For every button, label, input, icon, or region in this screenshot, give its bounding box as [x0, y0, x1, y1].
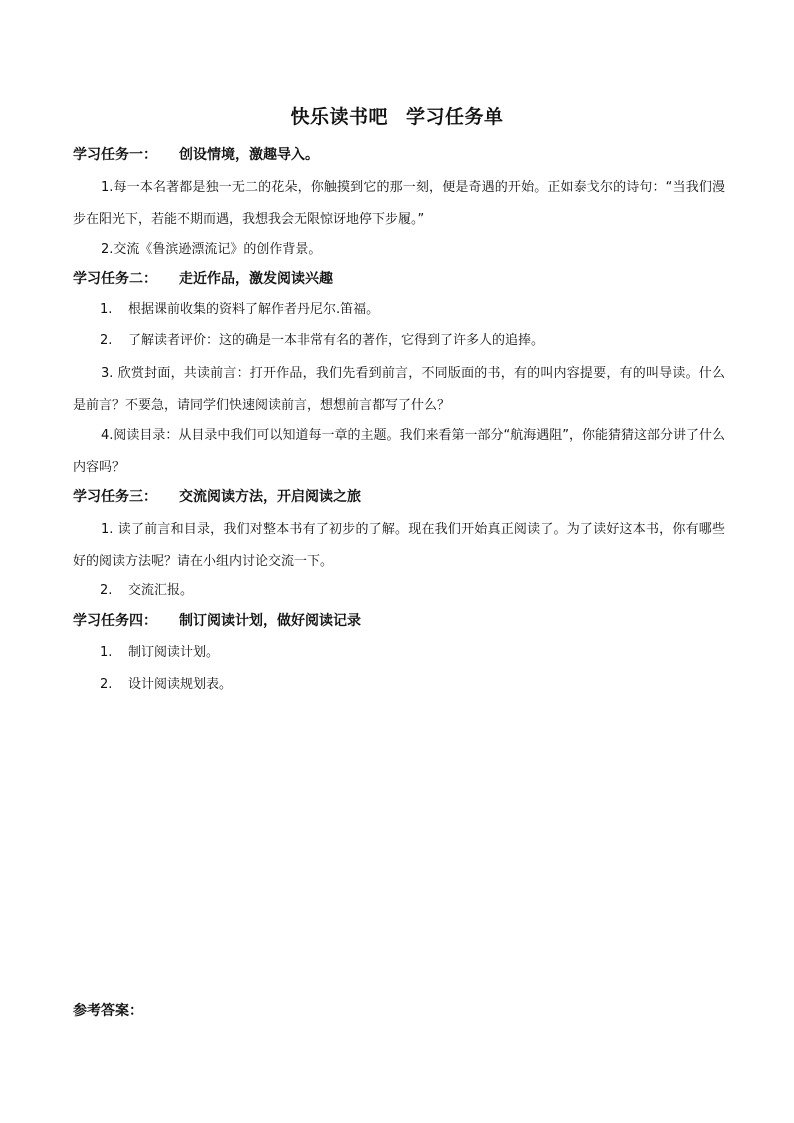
page-title	[0, 104, 794, 130]
task2-heading	[73, 269, 333, 289]
task2-item-1-number: 1.	[100, 302, 113, 317]
task4-item-2	[100, 675, 232, 695]
title-main: 快乐读书吧	[290, 106, 388, 128]
task4-heading	[73, 611, 361, 631]
task3-item-2	[100, 581, 193, 601]
task1-heading	[73, 145, 319, 165]
task2-paragraph-4: 4.阅读目录：从目录中我们可以知道每一章的主题。我们来看第一部分“航海遇阻”，你能猜猜这部分讲了什么内容吗？	[73, 428, 725, 475]
task4-item-2-text: 设计阅读规划表。	[128, 677, 233, 692]
task3-label: 学习任务三：	[73, 489, 157, 505]
title-sub: 学习任务单	[406, 106, 504, 128]
task4-item-1	[100, 643, 219, 663]
task4-item-2-number: 2.	[100, 677, 113, 692]
task2-paragraph-3: 3. 欣赏封面，共读前言：打开作品，我们先看到前言，不同版面的书，有的叫内容提要，有的叫导读。什么是前言？不要急，请同学们快速阅读前言，想想前言都写了什么？	[73, 366, 725, 413]
task3-paragraph-1: 1. 读了前言和目录，我们对整本书有了初步的了解。现在我们开始真正阅读了。为了读好这本书，你有哪些好的阅读方法呢？请在小组内讨论交流一下。	[73, 522, 725, 569]
task2-item-2	[100, 331, 544, 351]
task1-title: 创设情境，激趣导入。	[179, 147, 319, 163]
task4-item-1-text: 制订阅读计划。	[128, 645, 220, 660]
task2-label: 学习任务二：	[73, 271, 157, 287]
task3-title: 交流阅读方法，开启阅读之旅	[179, 489, 361, 505]
task2-item-1	[100, 300, 379, 320]
task2-item-2-text: 了解读者评价：这的确是一本非常有名的著作，它得到了许多人的追捧。	[128, 333, 545, 348]
task1-label: 学习任务一：	[73, 147, 157, 163]
task2-item-2-number: 2.	[100, 333, 113, 348]
task2-item-1-text: 根据课前收集的资料了解作者丹尼尔.笛福。	[128, 302, 380, 317]
task4-item-1-number: 1.	[100, 645, 113, 660]
task1-paragraph-2: 2.交流《鲁滨逊漂流记》的创作背景。	[101, 242, 322, 257]
task1-paragraph-1: 1.每一本名著都是独一无二的花朵，你触摸到它的那一刻，便是奇遇的开始。正如泰戈尔的诗句：“当我们漫步在阳光下，若能不期而遇，我想我会无限惊讶地停下步履。”	[73, 180, 725, 227]
task3-item-2-text: 交流汇报。	[128, 583, 194, 598]
task2-title: 走近作品，激发阅读兴趣	[179, 271, 333, 287]
task3-item-2-number: 2.	[100, 583, 113, 598]
reference-answer-label: 参考答案：	[73, 1003, 143, 1019]
task4-title: 制订阅读计划，做好阅读记录	[179, 613, 361, 629]
task4-label: 学习任务四：	[73, 613, 157, 629]
task3-heading	[73, 487, 361, 507]
